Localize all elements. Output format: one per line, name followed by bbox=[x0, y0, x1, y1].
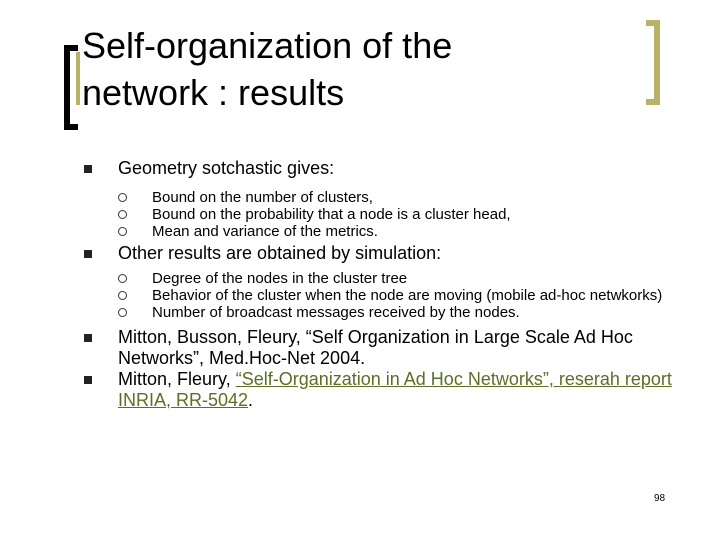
sub-bullet-text: Degree of the nodes in the cluster tree bbox=[152, 270, 408, 287]
circle-bullet-icon bbox=[118, 308, 127, 317]
bullet-simulation bbox=[0, 243, 678, 264]
bullet-reference-1 bbox=[0, 327, 678, 369]
slide-title-line1: Self-organization of the bbox=[82, 25, 453, 66]
slide-title bbox=[82, 22, 642, 116]
reference-2-suffix: . bbox=[248, 390, 254, 410]
sub-bullet bbox=[0, 304, 682, 321]
sub-bullet bbox=[0, 189, 682, 206]
slide-title-line2: network : results bbox=[82, 72, 345, 113]
sub-bullet bbox=[0, 287, 682, 304]
circle-bullet-icon bbox=[118, 291, 127, 300]
title-bracket-right bbox=[646, 20, 660, 105]
bullet-geometry-label: Geometry sotchastic gives: bbox=[118, 158, 335, 178]
circle-bullet-icon bbox=[118, 227, 127, 236]
sub-bullet-text: Behavior of the cluster when the node are moving (mobile ad-hoc netwkorks) bbox=[152, 287, 663, 304]
slide-content bbox=[0, 150, 720, 411]
reference-2-prefix: Mitton, Fleury, bbox=[118, 369, 236, 389]
circle-bullet-icon bbox=[118, 210, 127, 219]
sub-bullet-text: Bound on the probability that a node is a cluster head, bbox=[152, 206, 511, 223]
square-bullet-icon bbox=[84, 376, 92, 384]
circle-bullet-icon bbox=[118, 193, 127, 202]
square-bullet-icon bbox=[84, 250, 92, 258]
reference-1-text: Mitton, Busson, Fleury, “Self Organization in Large Scale Ad Hoc Networks”, Med.Hoc-Net 2004. bbox=[118, 327, 633, 368]
title-accent-bar-left bbox=[76, 52, 80, 105]
page-number: 98 bbox=[654, 493, 666, 504]
sub-bullet bbox=[0, 206, 682, 223]
sub-bullet-text: Number of broadcast messages received by the nodes. bbox=[152, 304, 520, 321]
circle-bullet-icon bbox=[118, 274, 127, 283]
bullet-reference-2 bbox=[0, 369, 678, 411]
bullet-simulation-label: Other results are obtained by simulation: bbox=[118, 243, 442, 263]
sub-bullet bbox=[0, 223, 682, 240]
reference-2-link[interactable]: “Self-Organization in Ad Hoc Networks”, reserah report INRIA, RR-5042 bbox=[118, 369, 672, 410]
sub-bullet-text: Mean and variance of the metrics. bbox=[152, 223, 378, 240]
sub-bullet-text: Bound on the number of clusters, bbox=[152, 189, 373, 206]
square-bullet-icon bbox=[84, 334, 92, 342]
square-bullet-icon bbox=[84, 165, 92, 173]
sub-bullet bbox=[0, 270, 682, 287]
bullet-geometry bbox=[0, 158, 678, 179]
